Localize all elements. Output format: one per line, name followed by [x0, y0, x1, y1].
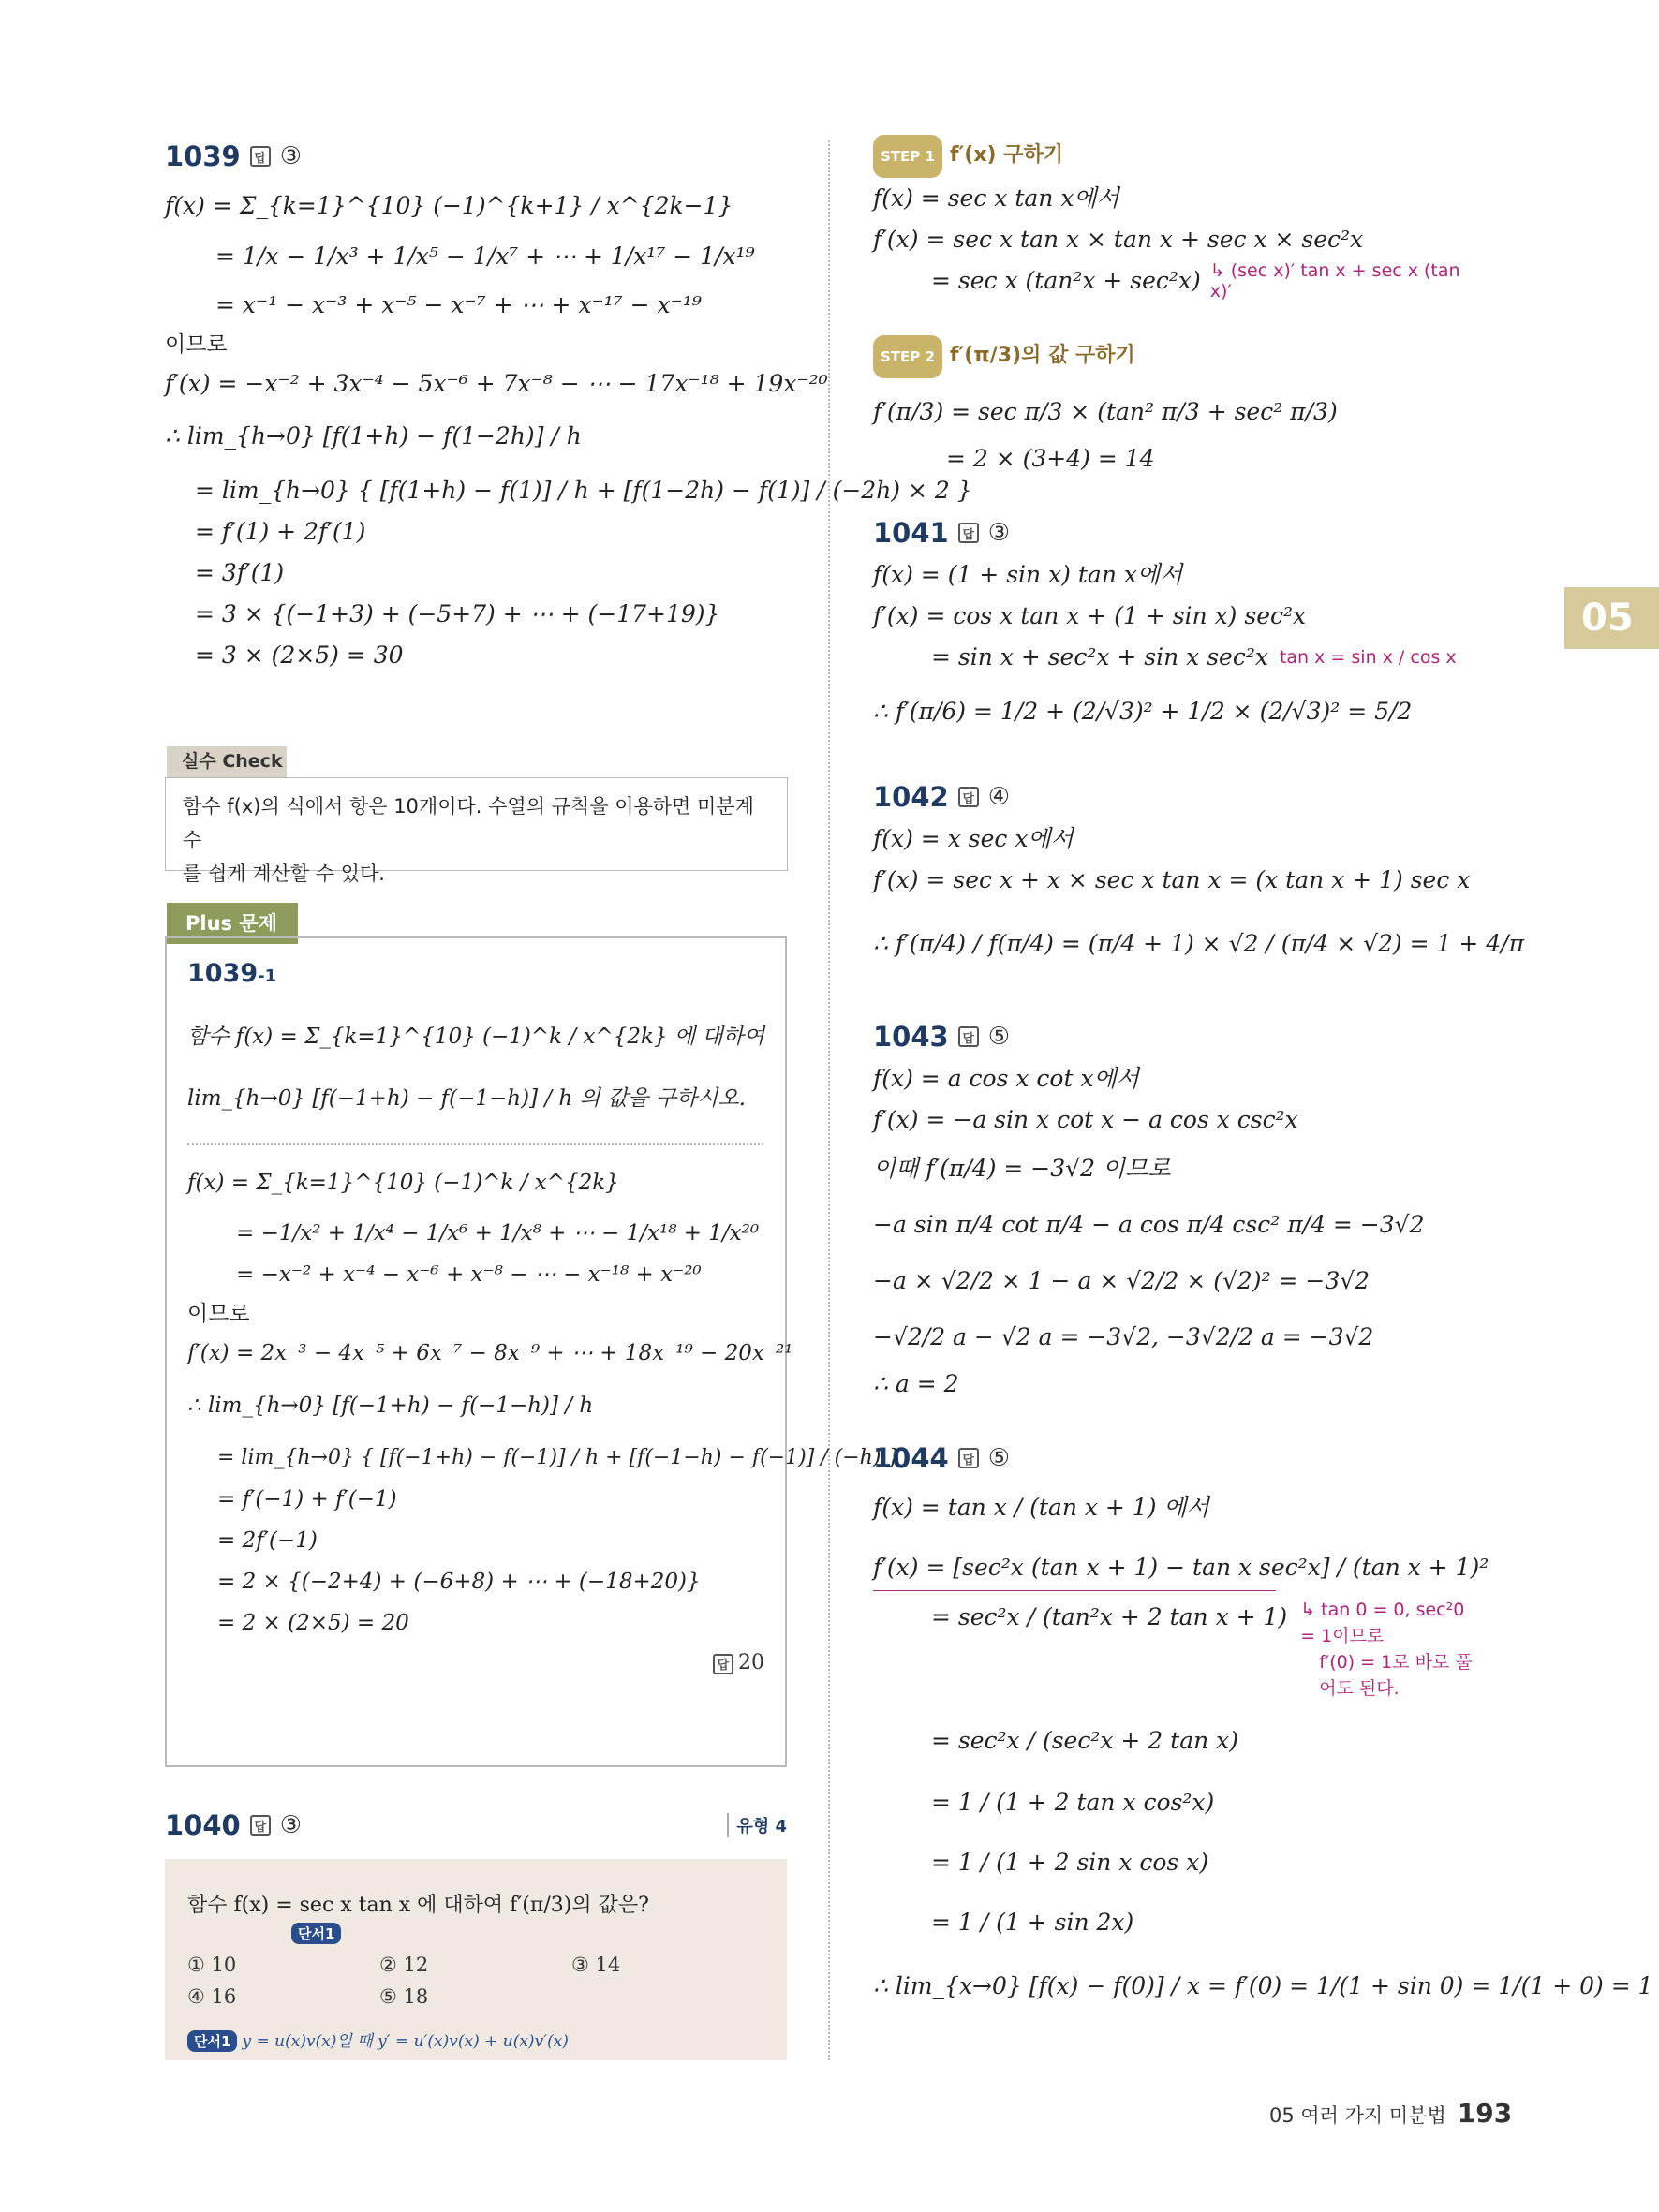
- math-line: ∴ f′(π/4) / f(π/4) = (π/4 + 1) × √2 / (π/4 × √2) = 1 + 4/π: [873, 930, 1525, 957]
- math-line: = 2 × {(−2+4) + (−6+8) + ⋯ + (−18+20)}: [217, 1570, 701, 1594]
- math-line: f′(x) = sec x + x × sec x tan x = (x tan x + 1) sec x: [873, 866, 1471, 893]
- answer-value: ③: [987, 519, 1011, 547]
- side-note: [1300, 1597, 1473, 1702]
- problem-1040-box: [165, 1859, 787, 2060]
- math-line: f′(x) = [sec²x (tan x + 1) − tan x sec²x] / (tan x + 1)²: [873, 1554, 1489, 1581]
- note-line: ↳ tan 0 = 0, sec²0 = 1이므로: [1300, 1600, 1465, 1646]
- math-line: f(x) = tan x / (tan x + 1) 에서: [873, 1494, 1209, 1521]
- answer-icon: 답: [958, 523, 979, 543]
- note-text: (sec x)′ tan x + sec x (tan x)′: [1209, 260, 1460, 302]
- math-line: ∴ lim_{h→0} [f(1+h) − f(1−2h)] / h: [165, 422, 582, 450]
- math-line: −a sin π/4 cot π/4 − a cos π/4 csc² π/4 = −3√2: [873, 1211, 1425, 1238]
- column-divider: [828, 140, 830, 2060]
- choice-5[interactable]: ⑤ 18: [379, 1985, 429, 2008]
- page-number: 193: [1457, 2098, 1513, 2129]
- plus-problem-box: [165, 936, 901, 1767]
- math-line: = 1 / (1 + 2 sin x cos x): [931, 1849, 1209, 1876]
- math-line: f(x) = (1 + sin x) tan x에서: [873, 561, 1183, 588]
- plus-answer: [187, 1651, 764, 1674]
- math-line: ∴ a = 2: [873, 1370, 959, 1397]
- math-line: f′(x) = −a sin x cot x − a cos x csc²x: [873, 1106, 1298, 1133]
- step-badge: STEP 1: [873, 135, 942, 178]
- answer-icon: 답: [958, 787, 979, 807]
- pink-underline: [873, 1590, 1276, 1591]
- math-line: = 1/x − 1/x³ + 1/x⁵ − 1/x⁷ + ⋯ + 1/x¹⁷ − 1/x¹⁹: [215, 243, 755, 270]
- answer-value: ③: [279, 142, 303, 170]
- note-text: tan 0 = 0, sec²0 = 1이므로: [1300, 1600, 1465, 1646]
- text-imeuro: 이므로: [165, 332, 228, 357]
- plus-problem-tab: Plus 문제: [167, 903, 298, 944]
- math-line: = 1 / (1 + sin 2x): [931, 1909, 1134, 1936]
- text-imeuro: 이므로: [187, 1302, 250, 1326]
- answer-value: ③: [279, 1811, 303, 1839]
- problem-number: 1044: [873, 1442, 949, 1474]
- plus-number: 1039: [187, 959, 259, 988]
- math-line: f′(x) = sec x tan x × tan x + sec x × sec²x: [873, 226, 1364, 253]
- answer-value: ⑤: [987, 1023, 1011, 1051]
- type-label: 유형 4: [727, 1813, 787, 1837]
- math-line: = 3 × {(−1+3) + (−5+7) + ⋯ + (−17+19)}: [195, 600, 720, 627]
- problem-1043-header: [873, 1021, 1473, 1053]
- answer-value: ⑤: [987, 1444, 1011, 1472]
- problem-number: 1040: [165, 1809, 241, 1841]
- math-line: = sec²x / (tan²x + 2 tan x + 1): [931, 1603, 1288, 1630]
- footer-chapter-title: 05 여러 가지 미분법: [1269, 2104, 1446, 2127]
- math-line: = sec x (tan²x + sec²x): [931, 267, 1201, 294]
- answer-icon: 답: [250, 1815, 271, 1836]
- answer-icon: 답: [250, 146, 271, 167]
- problem-1039-header: [165, 140, 788, 172]
- step2-header: [873, 335, 1473, 378]
- math-line: −√2/2 a − √2 a = −3√2, −3√2/2 a = −3√2: [873, 1323, 1374, 1350]
- side-note: ↳ (sec x)′ tan x + sec x (tan x)′: [1209, 260, 1460, 302]
- math-line: f(x) = a cos x cot x에서: [873, 1065, 1139, 1092]
- math-line: = sec²x / (sec²x + 2 tan x): [931, 1727, 1239, 1754]
- step-title: f′(x) 구하기: [949, 143, 1064, 167]
- answer-icon: 답: [713, 1654, 733, 1674]
- answer-icon: 답: [958, 1448, 979, 1468]
- question-text: 함수 f(x) = sec x tan x 에 대하여 f′(π/3)의 값은?: [187, 1894, 649, 1917]
- step1-header: [873, 135, 1473, 178]
- problem-number: 1039: [165, 140, 241, 172]
- math-line: = −1/x² + 1/x⁴ − 1/x⁶ + 1/x⁸ + ⋯ − 1/x¹⁸ + 1/x²⁰: [236, 1221, 760, 1246]
- math-line: 이때 f′(π/4) = −3√2 이므로: [873, 1155, 1171, 1182]
- math-line: f′(x) = 2x⁻³ − 4x⁻⁵ + 6x⁻⁷ − 8x⁻⁹ + ⋯ + 18x⁻¹⁹ − 20x⁻²¹: [187, 1341, 793, 1365]
- math-line: f′(π/3) = sec π/3 × (tan² π/3 + sec² π/3): [873, 398, 1338, 425]
- math-line-with-note: [873, 637, 1473, 678]
- problem-number: 1041: [873, 517, 949, 549]
- math-line: −a × √2/2 × 1 − a × √2/2 × (√2)² = −3√2: [873, 1267, 1370, 1294]
- page-footer: [1269, 2098, 1512, 2129]
- math-line: f′(x) = −x⁻² + 3x⁻⁴ − 5x⁻⁶ + 7x⁻⁸ − ⋯ − 17x⁻¹⁸ + 19x⁻²⁰: [165, 370, 828, 397]
- choice-1[interactable]: ① 10: [187, 1954, 237, 1976]
- math-line: ∴ lim_{h→0} [f(−1+h) − f(−1−h)] / h: [187, 1394, 594, 1418]
- answer-icon: 답: [958, 1026, 979, 1047]
- math-line: = 2f′(−1): [217, 1528, 318, 1553]
- math-line-with-note: [873, 1597, 1473, 1702]
- problem-number: 1042: [873, 781, 949, 813]
- answer-value: 20: [738, 1651, 764, 1674]
- math-line: ∴ lim_{x→0} [f(x) − f(0)] / x = f′(0) = 1/(1 + sin 0) = 1/(1 + 0) = 1: [873, 1972, 1653, 1999]
- math-line: f′(x) = cos x tan x + (1 + sin x) sec²x: [873, 602, 1307, 629]
- hint-badge: 단서1: [291, 1923, 341, 1944]
- chapter-tab: 05: [1564, 587, 1659, 649]
- math-line: = −x⁻² + x⁻⁴ − x⁻⁶ + x⁻⁸ − ⋯ − x⁻¹⁸ + x⁻²⁰: [236, 1262, 702, 1287]
- dotted-separator: [187, 1143, 763, 1145]
- math-line: f(x) = Σ_{k=1}^{10} (−1)^{k+1} / x^{2k−1}: [165, 192, 733, 219]
- math-line: = sin x + sec²x + sin x sec²x: [931, 643, 1268, 671]
- plus-question-line: lim_{h→0} [f(−1+h) − f(−1−h)] / h 의 값을 구하시오.: [187, 1086, 747, 1111]
- math-line: = x⁻¹ − x⁻³ + x⁻⁵ − x⁻⁷ + ⋯ + x⁻¹⁷ − x⁻¹⁹: [215, 291, 702, 318]
- answer-value: ④: [987, 783, 1011, 811]
- plus-problem-number: [187, 959, 764, 988]
- check-text-line: 를 쉽게 계산할 수 있다.: [183, 863, 385, 885]
- choice-3[interactable]: ③ 14: [571, 1954, 621, 1976]
- math-line-with-note: [873, 260, 1473, 302]
- check-text-line: 함수 f(x)의 식에서 항은 10개이다. 수열의 규칙을 이용하면 미분계수: [183, 795, 754, 851]
- plus-question-line: 함수 f(x) = Σ_{k=1}^{10} (−1)^k / x^{2k} 에 대하여: [187, 1025, 765, 1049]
- math-line: = 3 × (2×5) = 30: [195, 641, 404, 669]
- plus-problem-content: [167, 938, 901, 1674]
- plus-number-suffix: -1: [258, 966, 277, 986]
- side-note: tan x = sin x / cos x: [1279, 647, 1457, 668]
- math-line: = 2 × (2×5) = 20: [217, 1611, 409, 1635]
- step-title: f′(π/3)의 값 구하기: [949, 344, 1135, 367]
- hint-text: y = u(x)v(x)일 때 y′ = u′(x)v(x) + u(x)v′(x): [242, 2032, 569, 2051]
- math-line: = f′(1) + 2f′(1): [195, 518, 366, 545]
- math-line: f(x) = x sec x에서: [873, 825, 1074, 852]
- math-line: = f′(−1) + f′(−1): [217, 1487, 397, 1512]
- hint-row: [165, 2008, 787, 2062]
- choice-4[interactable]: ④ 16: [187, 1985, 237, 2008]
- problem-1041-header: [873, 517, 1473, 549]
- math-line: f(x) = Σ_{k=1}^{10} (−1)^k / x^{2k}: [187, 1171, 619, 1195]
- math-line: = 2 × (3+4) = 14: [946, 445, 1155, 472]
- math-line: f(x) = sec x tan x에서: [873, 184, 1119, 212]
- note-line: f′(0) = 1로 바로 풀어도 된다.: [1319, 1652, 1473, 1699]
- problem-number: 1043: [873, 1021, 949, 1053]
- check-tab: 실수 Check: [167, 746, 287, 777]
- problem-1040-title: [165, 1809, 787, 1841]
- step-badge: STEP 2: [873, 335, 942, 378]
- math-line: = lim_{h→0} { [f(1+h) − f(1)] / h + [f(1−2h) − f(1)] / (−2h) × 2 }: [195, 477, 972, 504]
- problem-1044-header: [873, 1442, 1473, 1474]
- choices: [165, 1944, 787, 2008]
- check-box: [165, 777, 788, 885]
- math-line: = 1 / (1 + 2 tan x cos²x): [931, 1789, 1215, 1816]
- hint-badge: 단서1: [187, 2030, 237, 2052]
- problem-1042-header: [873, 781, 1473, 813]
- math-line: = lim_{h→0} { [f(−1+h) − f(−1)] / h + [f(−1−h) − f(−1)] / (−h) }: [217, 1446, 901, 1469]
- choice-2[interactable]: ② 12: [379, 1954, 429, 1976]
- math-line: = 3f′(1): [195, 559, 285, 586]
- problem-1040-header: [165, 1809, 787, 1841]
- math-line: ∴ f′(π/6) = 1/2 + (2/√3)² + 1/2 × (2/√3)² = 5/2: [873, 698, 1413, 725]
